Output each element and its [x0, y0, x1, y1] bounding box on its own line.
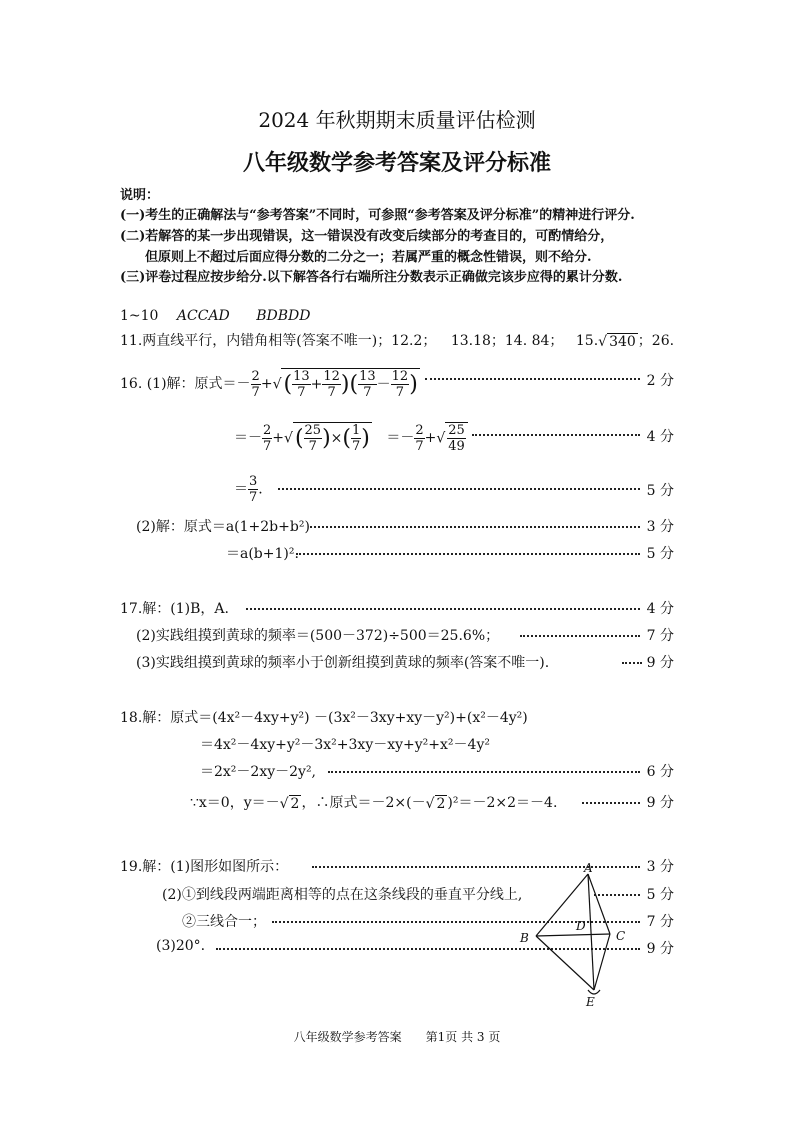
q18-line-4: ∵x＝0，y＝－√ 2 ，∴原式＝－2×(－√ 2 )²＝－2×2＝－4. 9 分 — [190, 795, 674, 812]
q19-line-3: ②三线合一； 7 分 — [182, 914, 674, 930]
q16-line-1: 16. (1)解：原式＝－ $\frac{2}{7}$ +√( $\frac{13}{7}$ + $\frac{12}{7}$ )( $\frac{13}{7}$ － $\frac{12}{7}$ ) 2 分 — [120, 368, 674, 400]
q13-answer: 13.18；14. 84； — [450, 333, 564, 349]
q17-line-3: (3)实践组摸到黄球的频率小于创新组摸到黄球的频率(答案不唯一). 9 分 — [136, 655, 674, 671]
q16-part-2-line-2: ＝a(b+1)². 5 分 — [226, 546, 674, 562]
score-5: 5 分 — [646, 483, 674, 499]
q17-line-2: (2)实践组摸到黄球的频率＝(500－372)÷500＝25.6%； 7 分 — [136, 628, 674, 644]
mc-group-2: BDBDD — [256, 308, 311, 324]
q18-line-2: ＝4x²－4xy+y²－3x²+3xy－xy+y²+x²－4y² — [200, 737, 490, 753]
arc-mark — [588, 990, 600, 994]
q17-line-1: 17.解：(1)B，A. 4 分 — [120, 601, 674, 617]
label-B: B — [520, 931, 529, 945]
q19-line-4: (3)20°. 9 分 — [156, 938, 674, 957]
frac-2-7: $\frac{2}{7}$ — [251, 368, 260, 400]
mc-group-1: ACCAD — [176, 308, 230, 324]
q15-radicand: 340 — [609, 333, 636, 350]
sqrt-product: √( $\frac{13}{7}$ + $\frac{12}{7}$ )( $\frac{13}{7}$ － $\frac{12}{7}$ ) — [272, 369, 418, 400]
note-3: (三)评卷过程应按步给分.以下解答各行右端所注分数表示正确做完该步应得的累计分数. — [120, 270, 623, 285]
q18-line-1: 18.解：原式＝(4x²－4xy+y²) －(3x²－3xy+xy－y²)+(x²－4y²) — [120, 710, 528, 726]
q11-answer: 11.两直线平行，内错角相等(答案不唯一)；12.2； — [120, 333, 437, 349]
q16-line-3: ＝ $\frac{3}{7}$ . 5 分 — [234, 474, 674, 505]
q15-label: 15. — [575, 333, 599, 349]
fill-answers — [120, 330, 674, 350]
label-E: E — [586, 995, 595, 1009]
q19-line-1: 19.解：(1)图形如图所示： 3 分 — [120, 859, 674, 875]
segment-BC — [536, 934, 610, 936]
q16-label: 16. (1)解：原式＝－ — [120, 376, 251, 392]
label-D: D — [576, 919, 586, 933]
page-title: 2024 年秋期期末质量评估检测 — [258, 108, 536, 132]
page-subtitle: 八年级数学参考答案及评分标准 — [242, 150, 551, 176]
segment-AE — [588, 874, 594, 990]
mc-answers — [120, 308, 310, 324]
q15-tail: ；26. — [637, 333, 675, 349]
note-2: (二)若解答的某一步出现错误，这一错误没有改变后续部分的考查目的，可酌情给分， — [120, 229, 614, 244]
score-4: 4 分 — [646, 429, 674, 445]
label-A: A — [584, 861, 593, 875]
score-2: 2 分 — [646, 373, 674, 389]
q16-part-2-line-1: (2)解：原式＝a(1+2b+b²) 3 分 — [136, 519, 674, 535]
triangle-figure — [510, 860, 640, 1010]
segment-AC — [588, 874, 610, 934]
mc-label: 1~10 — [120, 308, 159, 324]
q18-line-3: ＝2x²－2xy－2y², 6 分 — [200, 764, 674, 780]
segment-BE — [536, 936, 594, 990]
notes-heading: 说明： — [120, 188, 160, 203]
note-1: (一)考生的正确解法与“参考答案”不同时，可参照“参考答案及评分标准”的精神进行评分. — [120, 208, 635, 223]
note-2-cont: 但原则上不超过后面应得分数的二分之一；若属严重的概念性错误，则不给分. — [145, 250, 592, 265]
q19-line-2: (2)①到线段两端距离相等的点在这条线段的垂直平分线上, 5 分 — [162, 887, 674, 903]
label-C: C — [616, 929, 626, 943]
segment-CE — [594, 934, 610, 990]
sqrt-340: √ 340 — [598, 333, 636, 350]
q16-line-2: ＝－ $\frac{2}{7}$ +√( $\frac{25}{7}$ )×( $\frac{1}{7}$ ) ＝－ $\frac{2}{7}$ +√ $\frac{25}{49}$ 4 分 — [234, 422, 674, 454]
page-footer: 八年级数学参考答案 第1页 共 3 页 — [293, 1030, 501, 1044]
